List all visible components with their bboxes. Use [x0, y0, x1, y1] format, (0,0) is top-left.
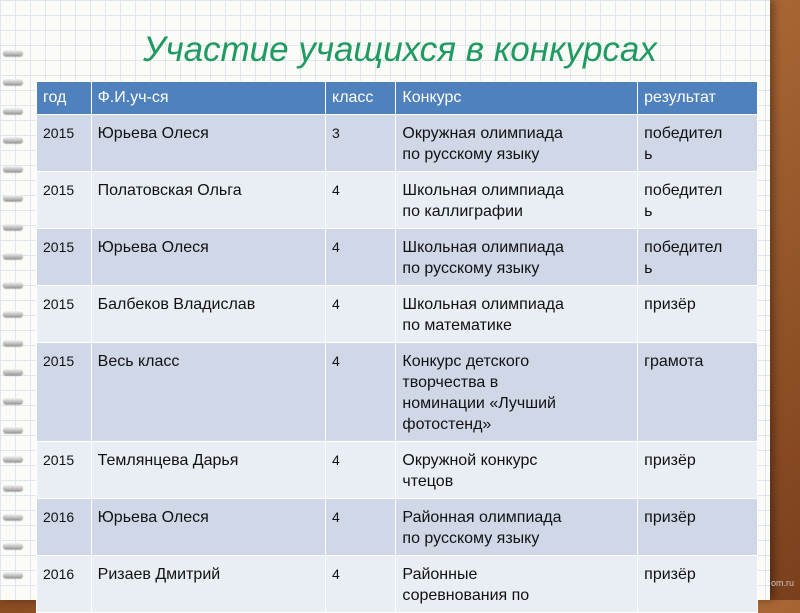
cell-contest [396, 229, 638, 286]
cell-student-name: Балбеков Владислав [91, 286, 325, 343]
cell-year: 2015 [37, 343, 92, 442]
spiral-ring [3, 572, 23, 578]
table-row [37, 115, 758, 172]
cell-contest [396, 556, 638, 613]
spiral-ring [3, 282, 23, 288]
cell-contest-line: Школьная олимпиада [402, 239, 564, 256]
cell-contest-line: Окружной конкурс [402, 452, 538, 469]
cell-grade: 4 [326, 229, 396, 286]
cell-result [638, 172, 758, 229]
cell-contest [396, 115, 638, 172]
contests-table [36, 81, 758, 613]
header-contest: Конкурс [396, 82, 638, 115]
spiral-ring [3, 456, 23, 462]
cell-contest-line: по русскому языку [402, 530, 540, 547]
cell-contest-line: по математике [402, 317, 512, 334]
cell-grade: 4 [326, 172, 396, 229]
cell-result [638, 442, 758, 499]
table-row [37, 286, 758, 343]
cell-student-name: Юрьева Олеся [91, 115, 325, 172]
header-grade: класс [326, 82, 396, 115]
cell-contest-line: Районные [402, 566, 478, 583]
table-row [37, 442, 758, 499]
cell-contest [396, 172, 638, 229]
cell-contest-line: номинации «Лучший [402, 395, 556, 412]
spiral-ring [3, 398, 23, 404]
page-title: Участие учащихся в конкурсах [143, 30, 657, 69]
cell-student-name: Весь класс [91, 343, 325, 442]
table-row [37, 229, 758, 286]
cell-contest-line: соревнования по [402, 587, 530, 604]
cell-result-line: призёр [644, 509, 696, 526]
spiral-ring [3, 195, 23, 201]
table-header-row [37, 82, 758, 115]
cell-contest-line: Конкурс детского [402, 353, 530, 370]
cell-student-name: Темлянцева Дарья [91, 442, 325, 499]
header-student-name: Ф.И.уч-ся [91, 82, 325, 115]
cell-result-line: ь [644, 146, 653, 163]
cell-student-name: Юрьева Олеся [91, 229, 325, 286]
spiral-ring [3, 311, 23, 317]
table-body [37, 115, 758, 613]
spiral-ring [3, 224, 23, 230]
cell-contest [396, 499, 638, 556]
cell-contest-line: по каллиграфии [402, 203, 523, 220]
cell-student-name: Юрьева Олеся [91, 499, 325, 556]
cell-grade: 4 [326, 556, 396, 613]
spiral-ring [3, 543, 23, 549]
spiral-ring [3, 514, 23, 520]
cell-result-line: призёр [644, 296, 696, 313]
cell-year: 2015 [37, 442, 92, 499]
cell-contest [396, 343, 638, 442]
cell-year: 2015 [37, 172, 92, 229]
cell-year: 2015 [37, 229, 92, 286]
cell-result [638, 343, 758, 442]
spiral-ring [3, 253, 23, 259]
cell-result [638, 556, 758, 613]
cell-result-line: ь [644, 203, 653, 220]
cell-contest [396, 286, 638, 343]
cell-result [638, 286, 758, 343]
cell-year: 2015 [37, 286, 92, 343]
cell-contest-line: Школьная олимпиада [402, 296, 564, 313]
spiral-ring [3, 340, 23, 346]
cell-result-line: победител [644, 125, 723, 142]
spiral-ring [3, 427, 23, 433]
cell-grade: 4 [326, 343, 396, 442]
header-year: год [37, 82, 92, 115]
header-result: результат [638, 82, 758, 115]
spiral-binding [0, 40, 30, 600]
cell-contest [396, 442, 638, 499]
cell-result-line: призёр [644, 566, 696, 583]
table-row [37, 172, 758, 229]
cell-grade: 4 [326, 442, 396, 499]
cell-result-line: победител [644, 182, 723, 199]
cell-result-line: победител [644, 239, 723, 256]
cell-contest-line: творчества в [402, 374, 499, 391]
spiral-ring [3, 485, 23, 491]
table-row [37, 499, 758, 556]
cell-year: 2015 [37, 115, 92, 172]
cell-result [638, 115, 758, 172]
cell-contest-line: Школьная олимпиада [402, 182, 564, 199]
cell-result-line: призёр [644, 452, 696, 469]
spiral-ring [3, 108, 23, 114]
cell-result [638, 499, 758, 556]
cell-grade: 4 [326, 286, 396, 343]
cell-year: 2016 [37, 499, 92, 556]
watermark: om.ru [770, 578, 794, 588]
cell-contest-line: Районная олимпиада [402, 509, 562, 526]
cell-grade: 4 [326, 499, 396, 556]
cell-year: 2016 [37, 556, 92, 613]
cell-result-line: грамота [644, 353, 704, 370]
cell-contest-line: чтецов [402, 473, 454, 490]
cell-student-name: Ризаев Дмитрий [91, 556, 325, 613]
spiral-ring [3, 166, 23, 172]
cell-student-name: Полатовская Ольга [91, 172, 325, 229]
spiral-ring [3, 79, 23, 85]
cell-contest-line: фотостенд» [402, 416, 492, 433]
cell-result-line: ь [644, 260, 653, 277]
spiral-ring [3, 137, 23, 143]
cell-contest-line: по русскому языку [402, 260, 540, 277]
spiral-ring [3, 369, 23, 375]
cell-grade: 3 [326, 115, 396, 172]
table-row [37, 343, 758, 442]
cell-contest-line: Окружная олимпиада [402, 125, 563, 142]
cell-result [638, 229, 758, 286]
table-row [37, 556, 758, 613]
cell-contest-line: по русскому языку [402, 146, 540, 163]
